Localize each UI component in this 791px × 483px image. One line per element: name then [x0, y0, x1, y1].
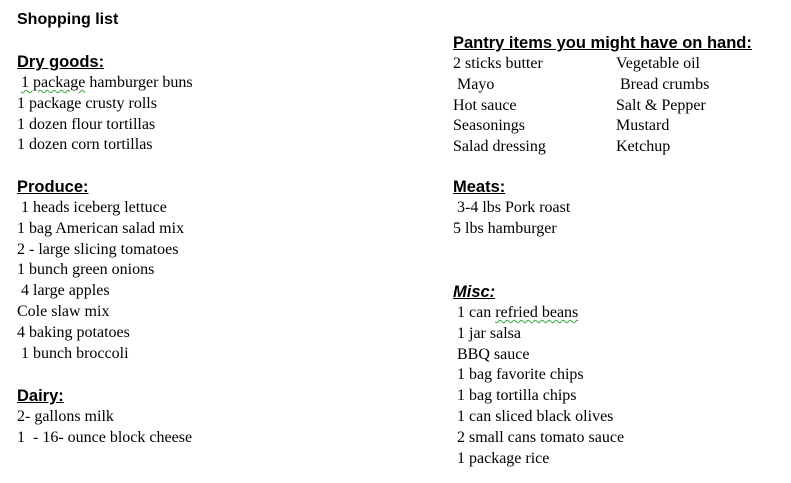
- list-item: 1 package crusty rolls: [17, 94, 157, 112]
- list-item: 1 jar salsa: [453, 324, 521, 342]
- list-item: 2 - large slicing tomatoes: [17, 240, 179, 258]
- list-item: 1 - 16- ounce block cheese: [17, 428, 193, 446]
- list-item: 1 bag tortilla chips: [453, 387, 577, 405]
- misc-list: [453, 303, 624, 469]
- spellcheck-underline: 1 package: [21, 74, 86, 91]
- list-item: 3-4 lbs Pork roast: [453, 199, 571, 216]
- pantry-cell: Hot sauce: [453, 96, 517, 114]
- list-item: 1 dozen corn tortillas: [17, 136, 153, 154]
- list-item: 2- gallons milk: [17, 408, 114, 425]
- pantry-cell: Salt & Pepper: [616, 96, 706, 114]
- produce-list: [17, 198, 184, 364]
- pantry-section: [453, 33, 786, 158]
- document-title: Shopping list: [17, 11, 119, 28]
- list-item: 4 baking potatoes: [17, 323, 130, 341]
- dairy-heading: Dairy:: [17, 387, 64, 405]
- list-item: 4 large apples: [17, 282, 110, 300]
- pantry-cell: Salad dressing: [453, 138, 546, 156]
- misc-section: [453, 282, 624, 469]
- list-item: 1 bunch broccoli: [17, 344, 129, 362]
- meats-list: [453, 198, 570, 240]
- pantry-cell: Mayo: [453, 75, 495, 93]
- meats-heading: Meats:: [453, 178, 506, 196]
- produce-heading: Produce:: [17, 178, 89, 196]
- list-item: 2 small cans tomato sauce: [453, 428, 625, 446]
- list-item: 1 bag favorite chips: [453, 366, 584, 384]
- misc-heading: Misc:: [453, 283, 496, 301]
- pantry-table: [453, 54, 786, 158]
- pantry-cell: Vegetable oil: [616, 55, 700, 72]
- dry-goods-list: [17, 73, 193, 156]
- list-item: BBQ sauce: [453, 345, 530, 363]
- list-item: 1 package hamburger buns: [21, 74, 193, 91]
- list-item: 1 heads iceberg lettuce: [17, 199, 167, 216]
- dairy-list: [17, 407, 192, 449]
- dairy-section: [17, 386, 192, 449]
- list-item: 1 can sliced black olives: [453, 407, 614, 425]
- pantry-cell: Seasonings: [453, 117, 525, 135]
- list-item: 1 can refried beans: [453, 304, 579, 321]
- pantry-cell: Mustard: [616, 117, 670, 135]
- dry-goods-heading: Dry goods:: [17, 53, 105, 71]
- list-item: 1 bag American salad mix: [17, 219, 185, 237]
- pantry-cell: Bread crumbs: [616, 75, 710, 93]
- dry-goods-section: [17, 52, 193, 156]
- list-item: 5 lbs hamburger: [453, 219, 557, 237]
- spellcheck-underline: refried beans: [495, 304, 579, 321]
- list-item: Cole slaw mix: [17, 302, 110, 320]
- pantry-cell: 2 sticks butter: [453, 55, 543, 72]
- meats-section: [453, 177, 570, 240]
- list-item: 1 bunch green onions: [17, 261, 155, 279]
- pantry-cell: Ketchup: [616, 138, 671, 156]
- list-item: 1 package rice: [453, 449, 550, 467]
- pantry-heading: Pantry items you might have on hand:: [453, 34, 752, 52]
- produce-section: [17, 177, 184, 364]
- list-item: 1 dozen flour tortillas: [17, 115, 156, 133]
